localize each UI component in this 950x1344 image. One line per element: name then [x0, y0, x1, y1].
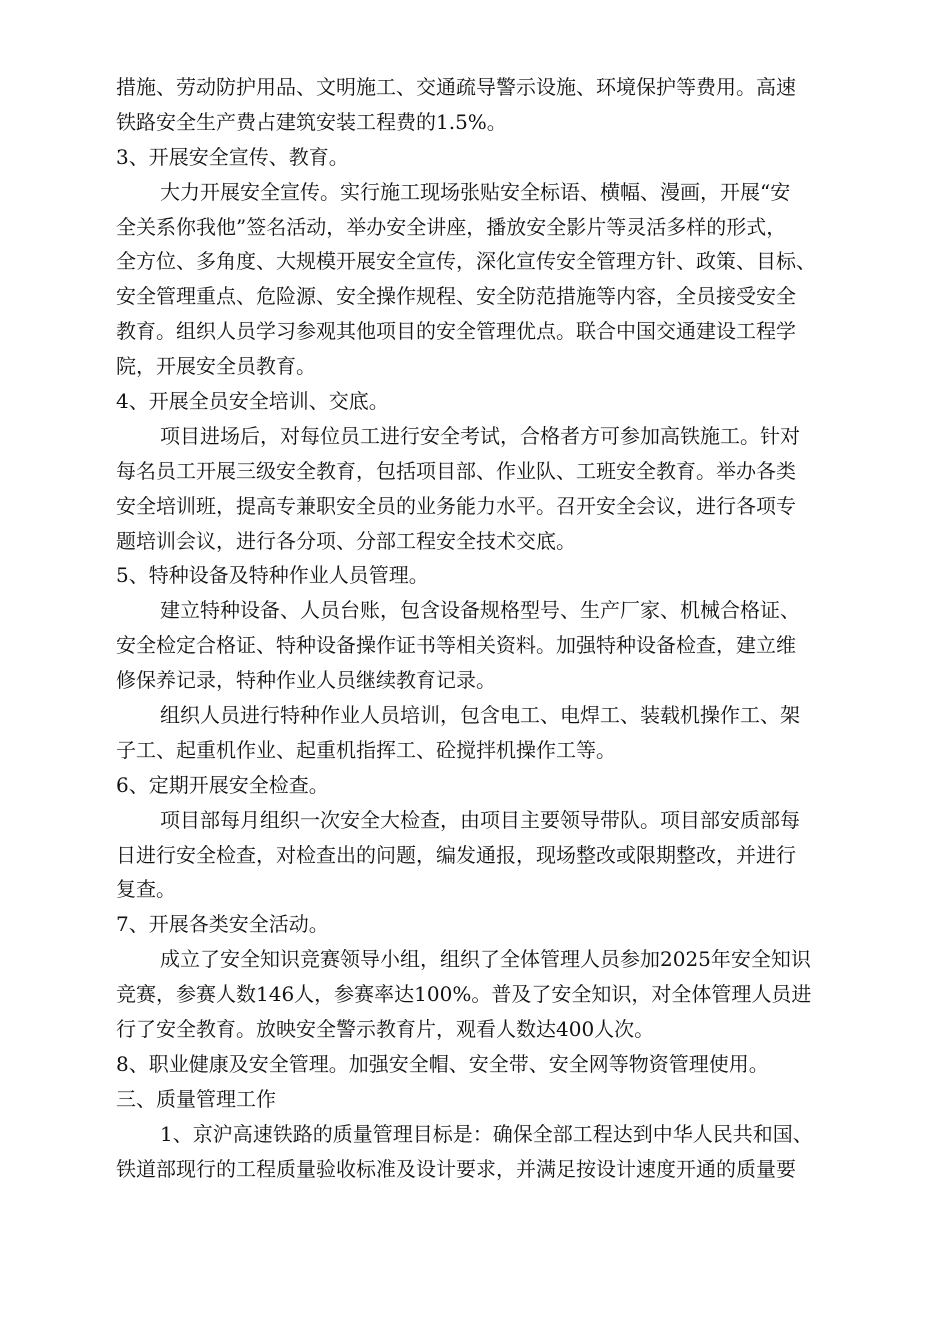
- text-line: 项目部每月组织一次安全大检查，由项目主要领导带队。项目部安质部每: [160, 807, 800, 832]
- text-line: 建立特种设备、人员台账，包含设备规格型号、生产厂家、机械合格证、: [160, 598, 800, 623]
- text-line: 1、京沪高速铁路的质量管理目标是：确保全部工程达到中华人民共和国、: [160, 1121, 813, 1146]
- text-line: 5、特种设备及特种作业人员管理。: [116, 563, 429, 588]
- text-line: 6、定期开展安全检查。: [116, 772, 329, 797]
- text-line: 成立了安全知识竞赛领导小组，组织了全体管理人员参加2025年安全知识: [160, 947, 811, 972]
- text-line: 铁路安全生产费占建筑安装工程费的1.5%。: [116, 109, 507, 134]
- document-page: [116, 70, 886, 1187]
- text-line: 7、开展各类安全活动。: [116, 912, 329, 937]
- text-line: 题培训会议，进行各分项、分部工程安全技术交底。: [116, 528, 576, 553]
- text-line: 修保养记录，特种作业人员继续教育记录。: [116, 668, 496, 693]
- text-line: 院，开展安全员教育。: [116, 354, 316, 379]
- text-line: 项目进场后，对每位员工进行安全考试，合格者方可参加高铁施工。针对: [160, 423, 800, 448]
- text-line: 子工、起重机作业、起重机指挥工、砼搅拌机操作工等。: [116, 737, 616, 762]
- text-line: 每名员工开展三级安全教育，包括项目部、作业队、工班安全教育。举办各类: [116, 458, 796, 483]
- text-line: 8、职业健康及安全管理。加强安全帽、安全带、安全网等物资管理使用。: [116, 1051, 769, 1076]
- text-line: 大力开展安全宣传。实行施工现场张贴安全标语、横幅、漫画，开展“安: [160, 179, 791, 204]
- text-line: 行了安全教育。放映安全警示教育片，观看人数达400人次。: [116, 1017, 655, 1042]
- text-line: 竞赛，参赛人数146人，参赛率达100%。普及了安全知识，对全体管理人员进: [116, 982, 812, 1007]
- text-line: 安全培训班，提高专兼职安全员的业务能力水平。召开安全会议，进行各项专: [116, 493, 796, 518]
- text-line: 教育。组织人员学习参观其他项目的安全管理优点。联合中国交通建设工程学: [116, 319, 796, 344]
- text-line: 铁道部现行的工程质量验收标准及设计要求，并满足按设计速度开通的质量要: [116, 1156, 796, 1181]
- text-line: 安全检定合格证、特种设备操作证书等相关资料。加强特种设备检查，建立维: [116, 633, 796, 658]
- text-line: 3、开展安全宣传、教育。: [116, 144, 349, 169]
- text-line: 安全管理重点、危险源、安全操作规程、安全防范措施等内容，全员接受安全: [116, 284, 796, 309]
- text-line: 4、开展全员安全培训、交底。: [116, 389, 389, 414]
- text-line: 三、质量管理工作: [116, 1086, 276, 1111]
- text-line: 措施、劳动防护用品、文明施工、交通疏导警示设施、环境保护等费用。高速: [116, 75, 796, 99]
- text-line: 复查。: [116, 877, 176, 902]
- text-line: 日进行安全检查，对检查出的问题，编发通报，现场整改或限期整改，并进行: [116, 842, 796, 867]
- text-line: 组织人员进行特种作业人员培训，包含电工、电焊工、装载机操作工、架: [160, 703, 800, 728]
- text-line: 全方位、多角度、大规模开展安全宣传，深化宣传安全管理方针、政策、目标、: [116, 249, 816, 274]
- text-line: 全关系你我他”签名活动，举办安全讲座，播放安全影片等灵活多样的形式，: [116, 214, 787, 239]
